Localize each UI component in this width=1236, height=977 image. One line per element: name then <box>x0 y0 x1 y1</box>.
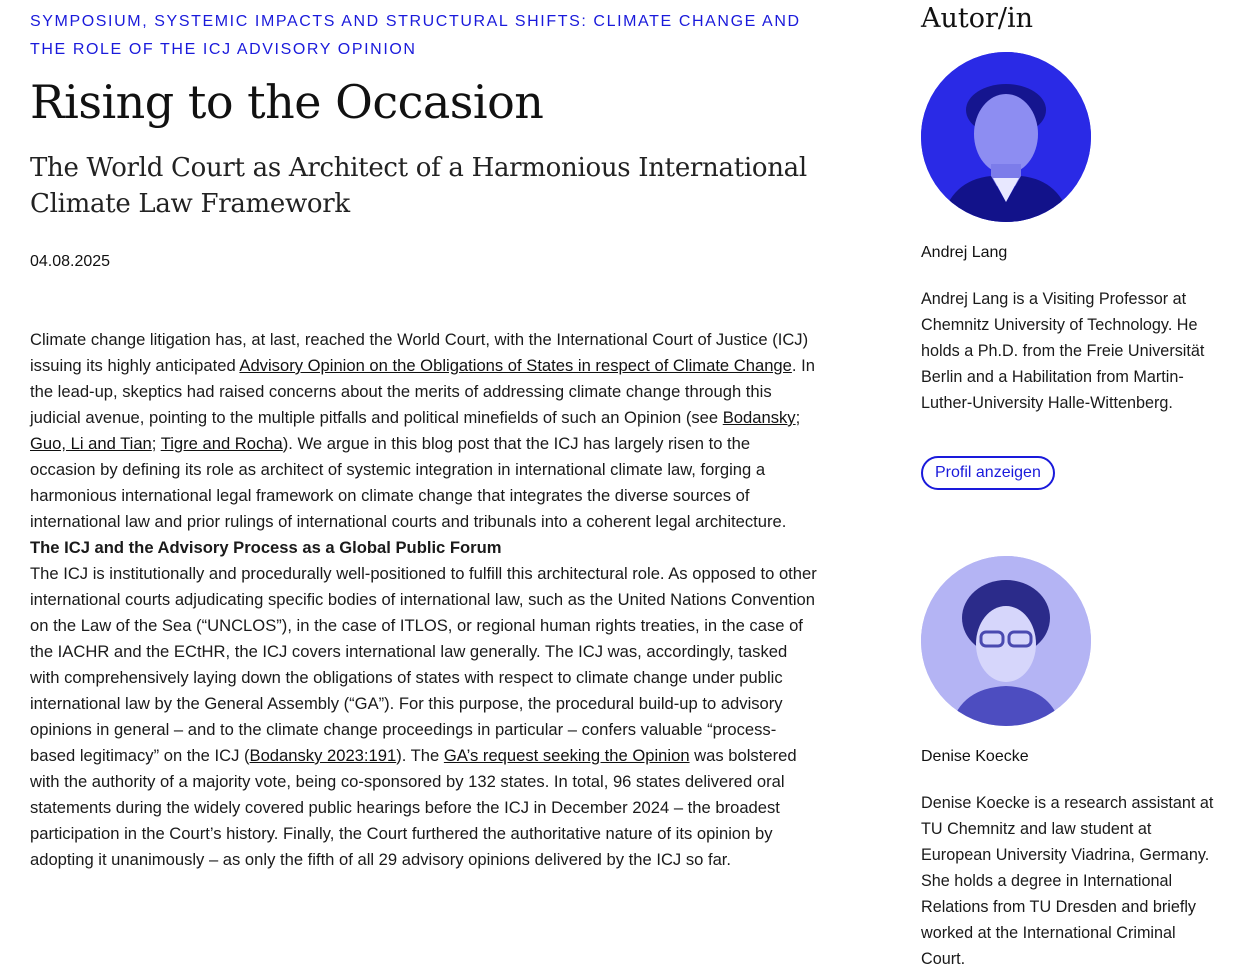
author-bio: Denise Koecke is a research assistant at TU Chemnitz and law student at European University Viadrina, Germany. She holds a degree in International Relations from TU Dresden and briefly worked at the International Criminal Court. <box>921 794 1214 968</box>
publication-date: 04.08.2025 <box>30 253 111 270</box>
author-avatar-denise-koecke <box>921 556 1091 726</box>
page-subtitle: The World Court as Architect of a Harmonious International Climate Law Framework <box>30 153 807 219</box>
ga-request-link[interactable]: GA’s request seeking the Opinion <box>443 746 690 765</box>
tigre-rocha-link[interactable]: Tigre and Rocha <box>160 434 283 453</box>
bodansky-link[interactable]: Bodansky <box>722 408 796 427</box>
bodansky-2023-link[interactable]: Bodansky 2023:191 <box>249 746 397 765</box>
avatar-portrait-icon <box>921 52 1091 222</box>
text-span: ). We argue in this blog post that the ICJ has largely risen to the occasion by defining its role as architect of systemic integration in international climate law, forging a harmonious international legal framework on climate change that integrates the diverse sources of international law and prior rulings of international courts and tribunals into a coherent legal architecture. <box>30 434 787 531</box>
avatar-portrait-icon <box>921 556 1091 726</box>
page-title: Rising to the Occasion <box>30 75 544 129</box>
paragraph-intro <box>30 327 820 535</box>
symposium-kicker-link[interactable]: SYMPOSIUM, SYSTEMIC IMPACTS AND STRUCTURAL SHIFTS: CLIMATE CHANGE AND THE ROLE OF THE ICJ ADVISORY OPINION <box>30 13 801 58</box>
sidebar-title: Autor/in <box>921 3 1034 34</box>
text-span: . In the lead-up, skeptics had raised concerns about the merits of addressing climate change through this judicial avenue, pointing to the multiple pitfalls and political minefields of such an Opinion (see <box>30 356 815 427</box>
text-span: ). The <box>396 746 444 765</box>
guo-li-tian-link[interactable]: Guo, Li and Tian <box>30 434 152 453</box>
author-sidebar <box>921 0 1221 972</box>
article <box>30 8 820 873</box>
article-body <box>30 327 820 873</box>
author-avatar-andrej-lang <box>921 52 1091 222</box>
author-name[interactable]: Andrej Lang <box>921 244 1008 261</box>
text-span: ; <box>795 408 801 427</box>
text-span: ; <box>151 434 161 453</box>
view-profile-button[interactable]: Profil anzeigen <box>921 456 1055 490</box>
section-heading: The ICJ and the Advisory Process as a Global Public Forum <box>30 538 502 557</box>
paragraph-advisory-process <box>30 561 820 873</box>
author-name[interactable]: Denise Koecke <box>921 748 1029 765</box>
text-span: was bolstered with the authority of a majority vote, being co-sponsored by 132 states. In total, 96 states delivered oral statements during the widely covered public hearings before the ICJ in December 2024 – the broadest participation in the Court’s history. Finally, the Court furthered the authoritative nature of its opinion by adopting it unanimously – as only the fifth of all 29 advisory opinions delivered by the ICJ so far. <box>30 746 797 869</box>
text-span: Climate change litigation has, at last, reached the World Court, with the International Court of Justice (ICJ) issuing its highly anticipated <box>30 330 809 375</box>
text-span: The ICJ is institutionally and procedurally well-positioned to fulfill this architectural role. As opposed to other international courts adjudicating specific bodies of international law, such as the United Nations Convention on the Law of the Sea (“UNCLOS”), in the case of ITLOS, or regional human rights treaties, in the case of the IACHR and the ECtHR, the ICJ covers international law generally. The ICJ was, accordingly, tasked with comprehensively laying down the obligations of states with respect to climate change under public international law by the General Assembly (“GA”). For this purpose, the procedural build-up to advisory opinions in general – and to the climate change proceedings in particular – confers valuable “process-based legitimacy” on the ICJ ( <box>30 564 817 765</box>
advisory-opinion-link[interactable]: Advisory Opinion on the Obligations of States in respect of Climate Change <box>239 356 792 375</box>
author-bio: Andrej Lang is a Visiting Professor at Chemnitz University of Technology. He holds a Ph.D. from the Freie Universität Berlin and a Habilitation from Martin-Luther-University Halle-Wittenberg. <box>921 290 1205 412</box>
